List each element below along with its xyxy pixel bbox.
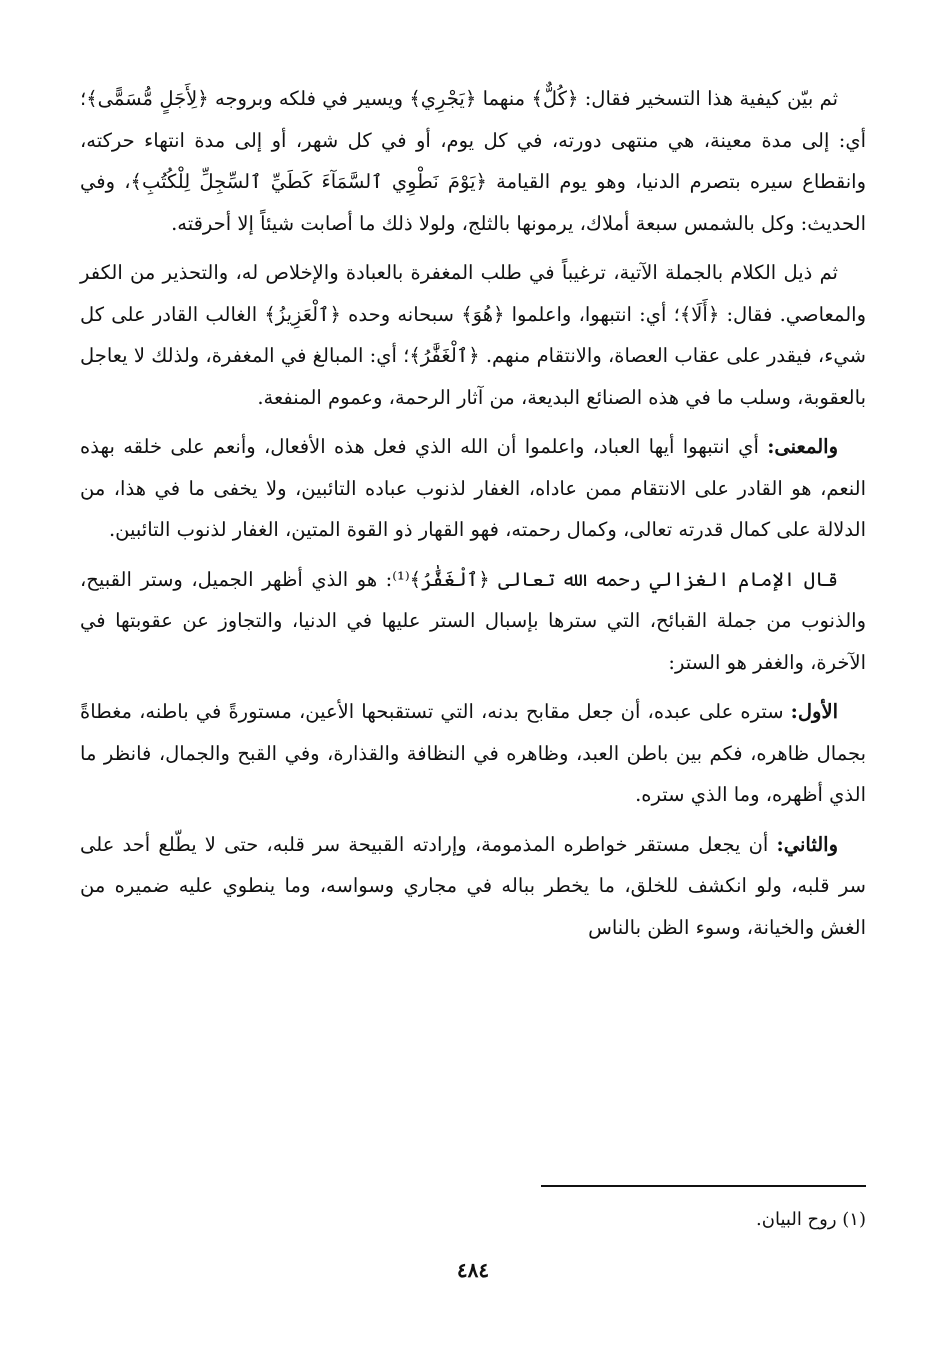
paragraph-3-lead: والمعنى: [767, 435, 838, 458]
paragraph-4-text: قال الإمام الغزالي رحمه الله تعالى ﴿ٱلْغَفَّٰرُ﴾⁽¹⁾: هو الذي أظهر الجميل، وستر القبيح، والذنوب من جملة القبائح، التي سترها بإسبال الستر عليها في الدنيا، والتجاوز عن عقوبتها في الآخرة، والغفر هو الستر: [80, 567, 866, 674]
paragraph-1 [80, 78, 866, 244]
footnote: (١) روح البيان. [756, 1209, 866, 1230]
paragraph-6 [80, 824, 866, 949]
paragraph-3 [80, 426, 866, 551]
paragraph-2 [80, 252, 866, 418]
paragraph-1-text: ثم بيّن كيفية هذا التسخير فقال: ﴿كُلٌّ﴾ منهما ﴿يَجْرِي﴾ ويسير في فلكه وبروجه ﴿لِأَجَلٍ مُّسَمًّى﴾؛ أي: إلى مدة معينة، هي منتهى دورته، في كل يوم، أو في كل شهر، أو إلى مدة انتهاء حركته، وانقطاع سيره بتصرم الدنيا، وهو يوم القيامة ﴿يَوْمَ نَطْوِي ٱلسَّمَآءَ كَطَيِّ ٱلسِّجِلِّ لِلْكُتُبِ﴾، وفي الحديث: وكل بالشمس سبعة أملاك، يرمونها بالثلج، ولولا ذلك ما أصابت شيئاً إلا أحرقته. [80, 87, 866, 235]
paragraph-2-text: ثم ذيل الكلام بالجملة الآتية، ترغيباً في طلب المغفرة بالعبادة والإخلاص له، والتحذير من الكفر والمعاصي. فقال: ﴿أَلَا﴾؛ أي: انتبهوا، واعلموا ﴿هُوَ﴾ سبحانه وحده ﴿ٱلْعَزِيزُ﴾ الغالب القادر على كل شيء، فيقدر على عقاب العصاة، والانتقام منهم. ﴿ٱلْغَفَّٰرُ﴾؛ أي: المبالغ في المغفرة، ولذلك لا يعاجل بالعقوبة، وسلب ما في هذه الصنائع البديعة، من آثار الرحمة، وعموم المنفعة. [80, 261, 866, 409]
paragraph-5-text: ستره على عبده، أن جعل مقابح بدنه، التي تستقبحها الأعين، مستورةً في باطنه، مغطاةً بجمال ظاهره، فكم بين باطن العبد، وظاهره في النظافة والقذارة، وفي القبح والجمال، فانظر ما الذي أظهره، وما الذي ستره. [80, 700, 866, 806]
paragraph-5 [80, 691, 866, 816]
paragraph-6-text: أن يجعل مستقر خواطره المذمومة، وإرادته القبيحة سر قلبه، حتى لا يطّلع أحد على سر قلبه، ولو انكشف للخلق، ما يخطر بباله في مجاري وسواسه، وما ينطوي عليه ضميره من الغش والخيانة، وسوء الظن بالناس [80, 832, 866, 939]
page-body [80, 78, 866, 956]
paragraph-4 [80, 559, 866, 684]
paragraph-3-text: أي انتبهوا أيها العباد، واعلموا أن الله الذي فعل هذه الأفعال، وأنعم على خلقه بهذه النعم، هو القادر على الانتقام ممن عاداه، الغفار لذنوب عباده التائبين، ولا يخفى ما في هذا، من الدلالة على كمال قدرته تعالى، وكمال رحمته، فهو القهار ذو القوة المتين، الغفار لذنوب التائبين. [80, 435, 866, 541]
footnote-divider [541, 1185, 866, 1187]
paragraph-5-lead: الأول: [790, 700, 838, 723]
page-number: ٤٨٤ [456, 1258, 490, 1282]
paragraph-6-lead: والثاني: [776, 832, 838, 856]
